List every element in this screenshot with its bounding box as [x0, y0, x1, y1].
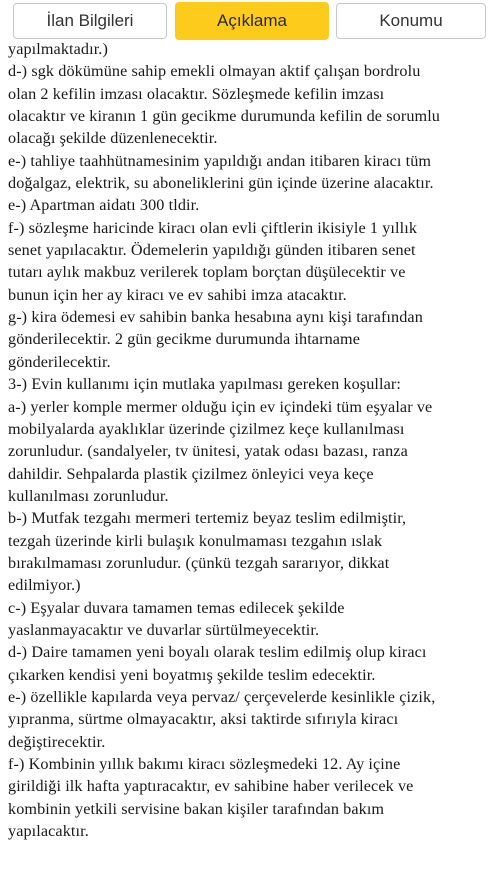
description-line: b-) Mutfak tezgahı mermeri tertemiz beyaz teslim edilmiştir,	[8, 509, 407, 528]
description-line: kullanılması zorunludur.	[8, 486, 169, 505]
description-line: tezgah üzerinde kirli bulaşık konulmaması tezgahın ıslak	[8, 531, 383, 550]
description-line: e-) tahliye taahhütnamesinim yapıldığı andan itibaren kiracı tüm	[8, 151, 432, 170]
description-line: yapılmaktadır.)	[8, 40, 108, 58]
description-line: f-) Kombinin yıllık bakımı kiracı sözleşmedeki 12. Ay içine	[8, 755, 401, 773]
description-line: c-) Eşyalar duvara tamamen temas edilecek şekilde	[8, 598, 345, 617]
description-line: yıpranma, sürtme olmayacaktır, aksi taktirde sıfırıyla kiracı	[8, 710, 399, 729]
bottom-fade	[0, 861, 498, 871]
description-line: gönderilecektir. 2 gün gecikme durumunda ihtarname	[8, 330, 361, 349]
description-line: girildiği ilk hafta yaptıracaktır, ev sahibine haber verilecek ve	[8, 777, 414, 796]
description-line: f-) sözleşme haricinde kiracı olan evli çiftlerin ikisiyle 1 yıllık	[8, 218, 418, 237]
description-line: doğalgaz, elektrik, su aboneliklerini gün içinde üzerine alacaktır.	[8, 174, 434, 193]
description-line: bunun için her ay kiracı ve ev sahibi imza atacaktır.	[8, 285, 347, 304]
description-line: çıkarken kendisi yeni boyatmış şekilde teslim edecektir.	[8, 665, 376, 684]
description-line: yaslanmayacaktır ve duvarlar sürtülmeyecektir.	[8, 620, 320, 639]
description-line: kombinin yetkili servisine bakan kişiler tarafından bakım	[8, 799, 385, 818]
description-line: tutarı aylık makbuz verilerek toplam borçtan düşülecektir ve	[8, 263, 406, 282]
description-line: olacaktır ve kiranın 1 gün gecikme durumunda kefilin de sorumlu	[8, 107, 441, 126]
description-line: g-) kira ödemesi ev sahibin banka hesabına aynı kişi tarafından	[8, 308, 423, 327]
description-line: e-) Apartman aidatı 300 tldir.	[8, 196, 200, 215]
description-line: e-) özellikle kapılarda veya pervaz/ çerçevelerde kesinlikle çizik,	[8, 687, 436, 706]
tab-ilan-bilgileri[interactable]: İlan Bilgileri	[13, 3, 167, 39]
tab-aciklama[interactable]: Açıklama	[175, 2, 329, 40]
description-line: mobilyalarda ayaklıklar üzerinde çizilmez keçe kullanılması	[8, 419, 405, 438]
description-line: gönderilecektir.	[8, 352, 111, 371]
description-line: a-) yerler komple mermer olduğu için ev içindeki tüm eşyalar ve	[8, 397, 433, 416]
description-line: senet yapılacaktır. Ödemelerin yapıldığı günden itibaren senet	[8, 241, 416, 260]
description-line: zorunludur. (sandalyeler, tv ünitesi, yatak odası bazası, ranza	[8, 442, 408, 461]
description-line: dahildir. Sehpalarda plastik çizilmez önleyici veya keçe	[8, 464, 374, 483]
description-line: yapılacaktır.	[8, 822, 89, 841]
description-line: 3-) Evin kullanımı için mutlaka yapılması gereken koşullar:	[8, 375, 401, 394]
description-line: d-) Daire tamamen yeni boyalı olarak teslim edilmiş olup kiracı	[8, 643, 427, 662]
description-line: edilmiyor.)	[8, 576, 81, 595]
description-line: bırakılmaması zorunludur. (çünkü tezgah sararıyor, dikkat	[8, 553, 390, 572]
tab-konumu[interactable]: Konumu	[336, 3, 486, 39]
description-line: değiştirecektir.	[8, 732, 106, 751]
description-text	[8, 38, 494, 842]
description-line: olan 2 kefilin imzası olacaktır. Sözleşmede kefilin imzası	[8, 84, 385, 103]
description-line: olacağı şekilde düzenlenecektir.	[8, 129, 218, 148]
description-line: d-) sgk dökümüne sahip emekli olmayan aktif çalışan bordrolu	[8, 62, 421, 81]
